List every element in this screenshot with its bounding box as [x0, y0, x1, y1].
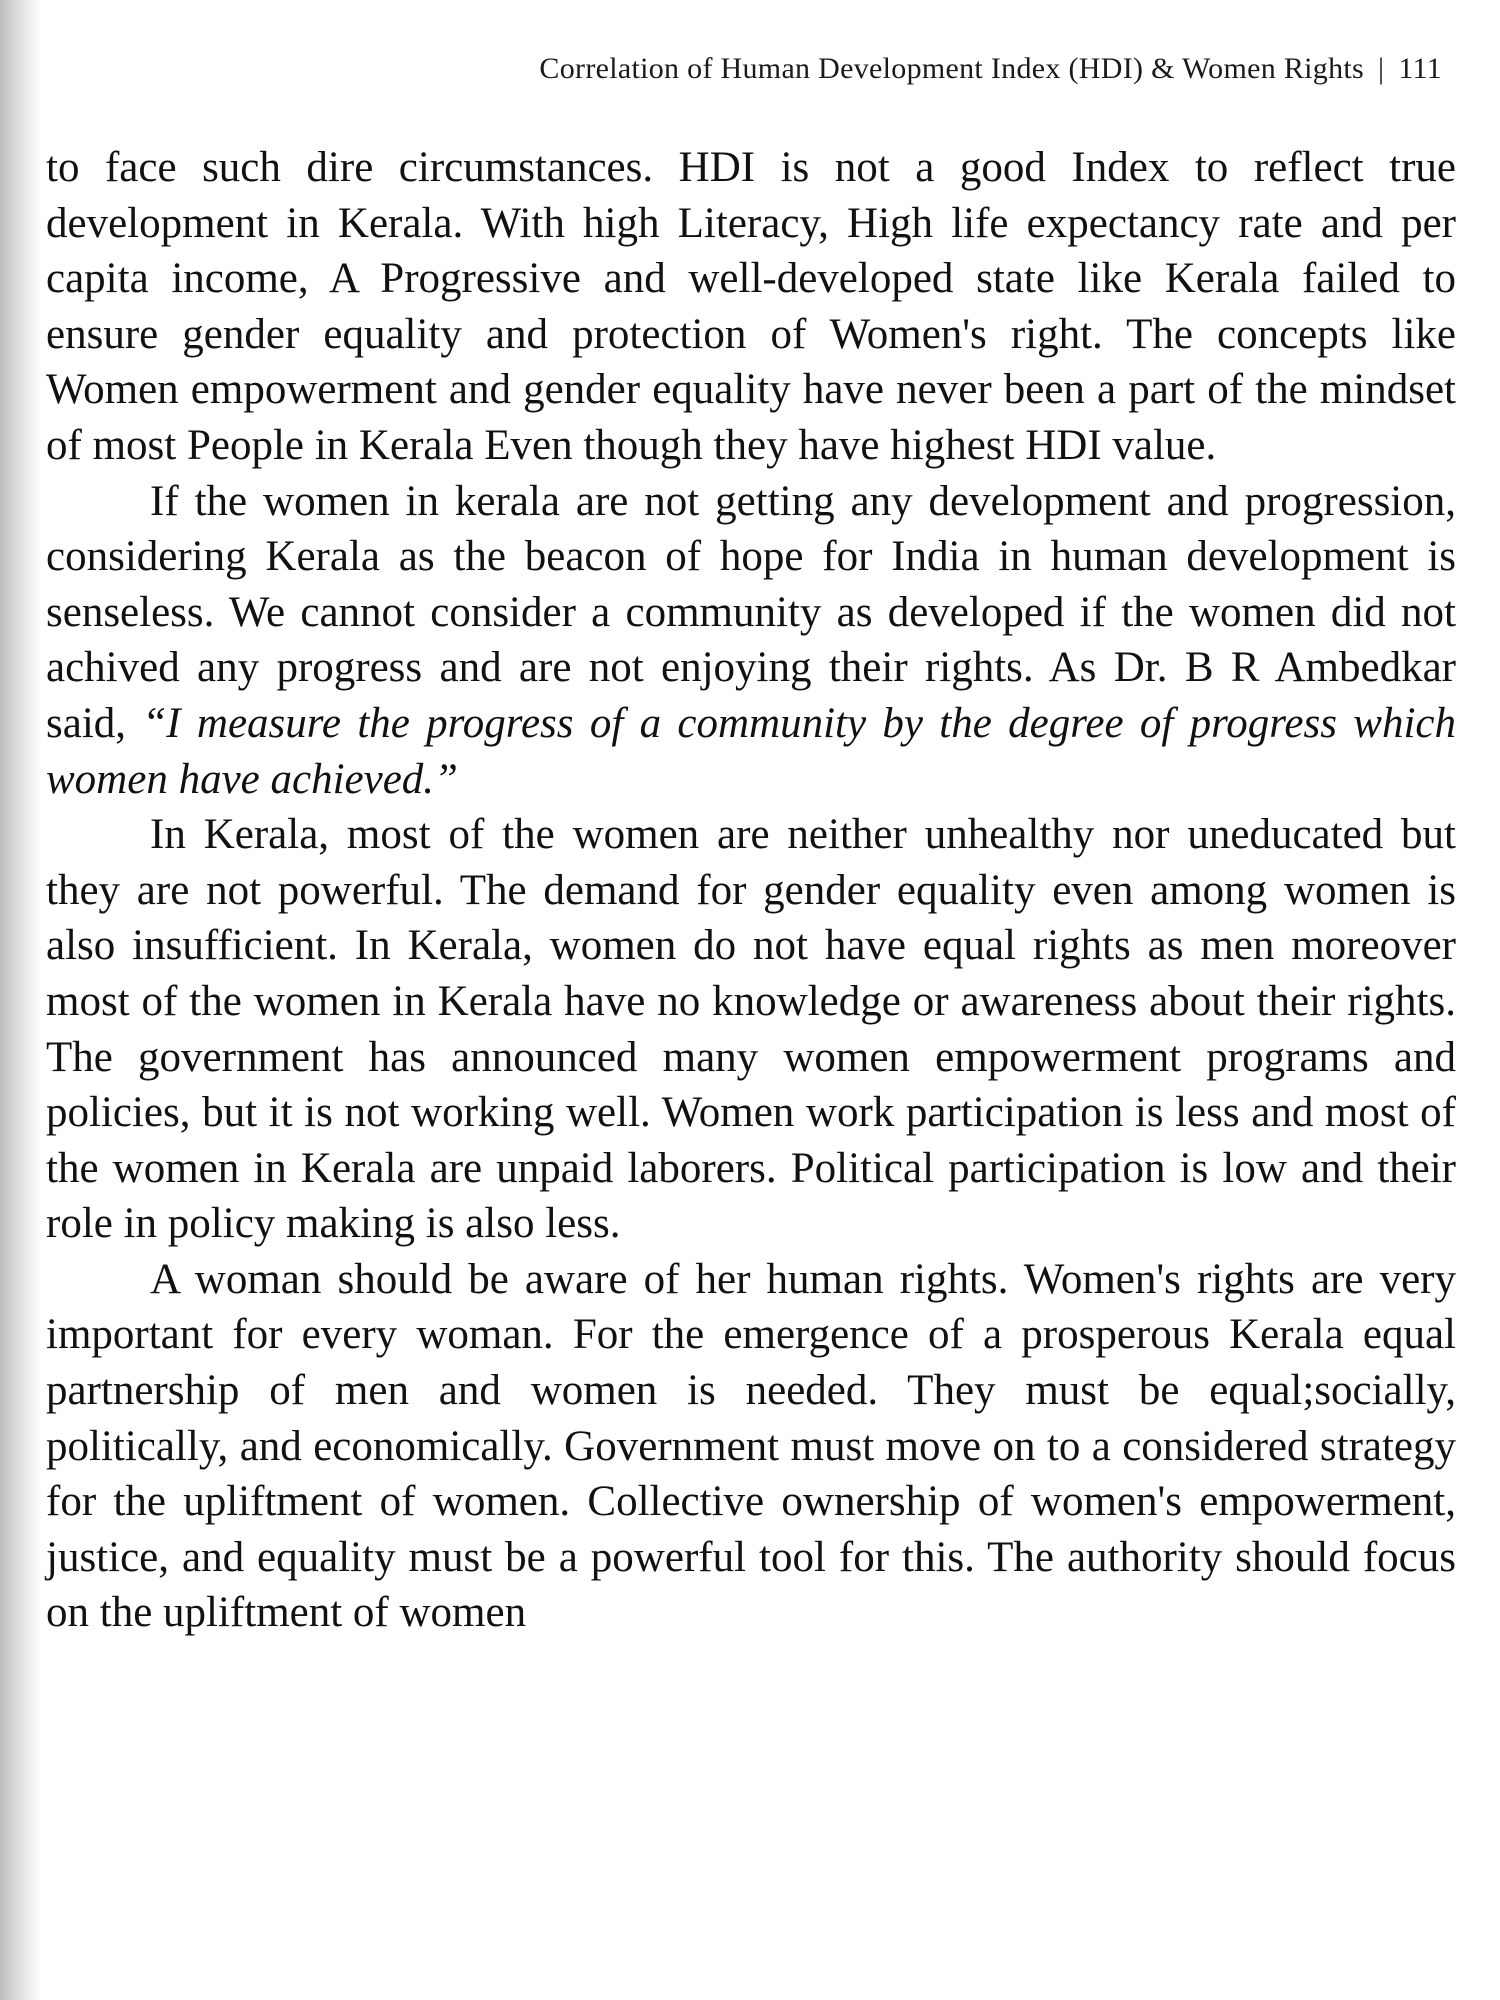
paragraph-3: In Kerala, most of the women are neither unhealthy nor uneducated but they are not powerful. The demand for gender equality even among women is also insufficient. In Kerala, women do not have equal rights as men moreover most of the women in Kerala have no knowledge or awareness about their rights. The government has announced many women empowerment programs and policies, but it is not working well. Women work participation is less and most of the women in Kerala are unpaid laborers. Political participation is low and their role in policy making is also less. [46, 811, 1456, 1248]
running-title: Correlation of Human Development Index (HDI) & Women Rights [539, 52, 1364, 85]
ambedkar-quote: “I measure the progress of a community by the degree of progress which women have achieved.” [46, 699, 1456, 803]
paragraph-2 [46, 474, 1456, 808]
body-text [46, 140, 1456, 1641]
paragraph-1: to face such dire circumstances. HDI is not a good Index to reflect true development in Kerala. With high Literacy, High life expectancy rate and per capita income, A Progressive and well-developed state like Kerala failed to ensure gender equality and protection of Women's right. The concepts like Women empowerment and gender equality have never been a part of the mindset of most People in Kerala Even though they have highest HDI value. [46, 144, 1456, 469]
paragraph-2-text: If the women in kerala are not getting any development and progression, considering Kerala as the beacon of hope for India in human development is senseless. We cannot consider a community as developed if the women did not achived any progress and are not enjoying their rights. As Dr. B R Ambedkar said, [46, 477, 1456, 747]
paragraph-4: A woman should be aware of her human rights. Women's rights are very important for every woman. For the emergence of a prosperous Kerala equal partnership of men and women is needed. They must be equal;socially, politically, and economically. Government must move on to a considered strategy for the upliftment of women. Collective ownership of women's empowerment, justice, and equality must be a powerful tool for this. The authority should focus on the upliftment of women [46, 1255, 1456, 1637]
binding-gutter-shadow [0, 0, 42, 2000]
page-number: 111 [1398, 52, 1442, 85]
header-separator: | [1378, 52, 1385, 85]
running-header [539, 52, 1442, 86]
